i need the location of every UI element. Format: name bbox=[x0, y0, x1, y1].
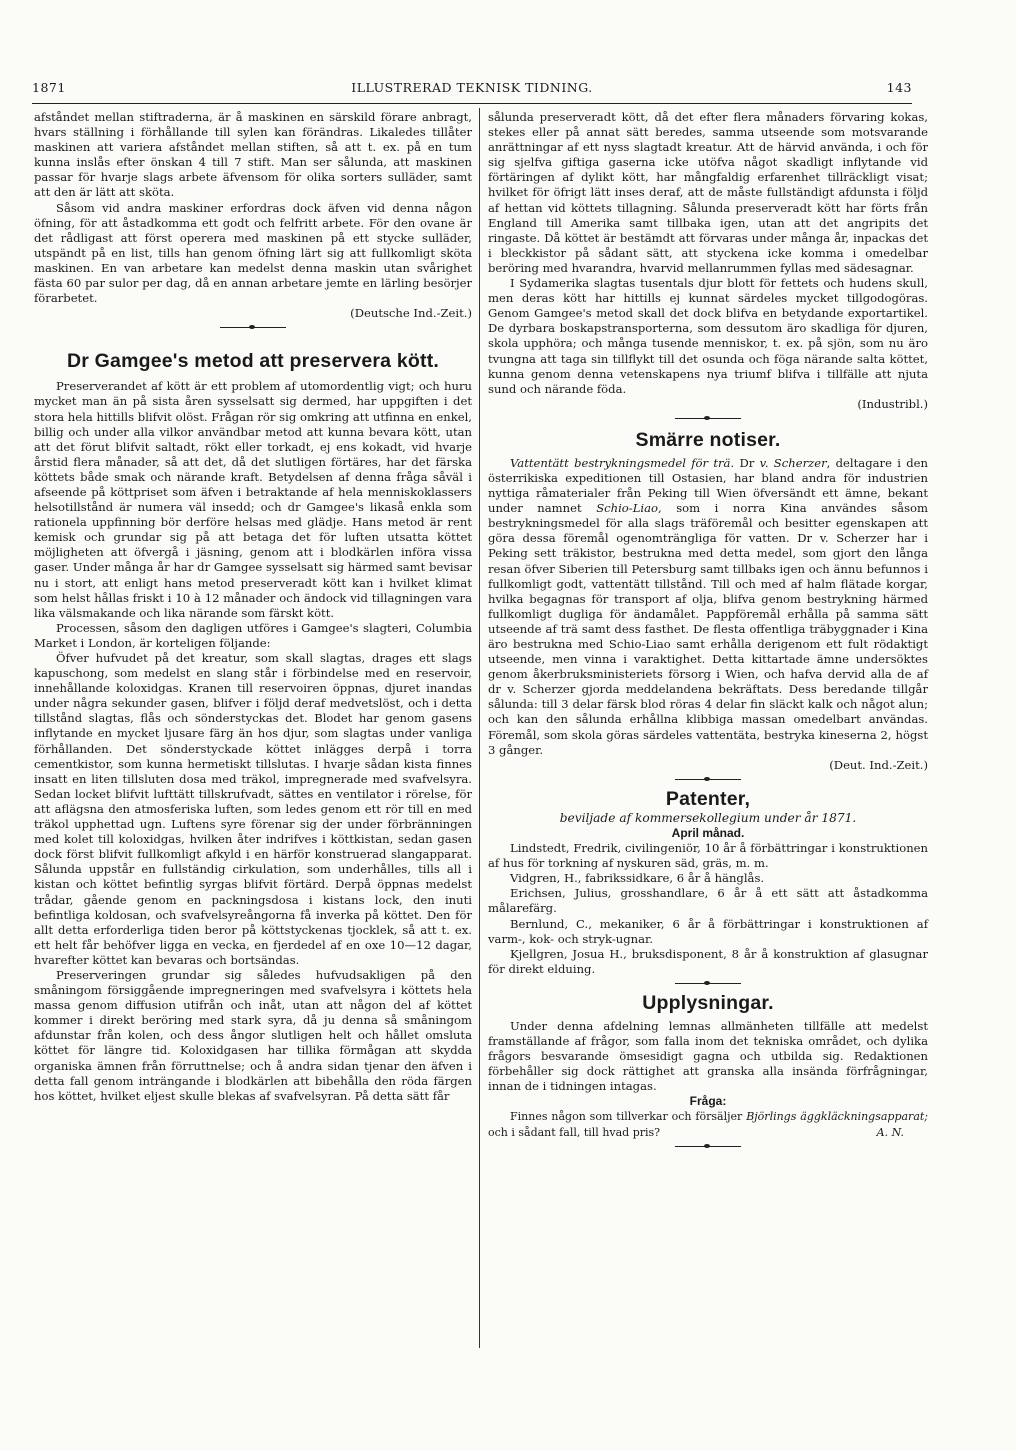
patents-subtitle: beviljade af kommersekollegium under år 1871. bbox=[559, 810, 857, 825]
information-paragraph: Under denna afdelning lemnas allmänheten tillfälle att medelst framställande af frågor, som falla inom det tekniska området, och dylika frågors besvarande ömsesidigt gagna och utbilda sig. Redaktionen förbehåller sig dock rättighet att granska alla insända förfrågningar, innan de i tidningen intagas. bbox=[488, 1018, 928, 1094]
article-paragraph: Processen, såsom den dagligen utföres i Gamgee's slagteri, Columbia Market i London, är korteligen följande: bbox=[34, 620, 472, 650]
article-title: Dr Gamgee's metod att preservera kött. bbox=[66, 350, 440, 373]
article-paragraph: Öfver hufvudet på det kreatur, som skall slagtas, drages ett slags kapuschong, som medelst en slang står i förbindelse med en reservoir, innehållande koloxidgas. Kranen till reservoiren öppnas, djuret inandas under några sekunder gasen, blifver i följd deraf medvetslöst, och i detta tillstånd slagtas, flås och sönderstyckas det. Blodet har genom gasens inflytande en mycket ljusare färg än hos djur, som slagtas under vanliga förhållanden. Det sönderstyckade köttet inlägges derpå i torra cementkistor, som kunna hermetiskt tillslutas. I hvarje sådan kista finnes insatt en liten tillsluten dosa med träkol, impregnerade med svafvelsyra. Sedan locket blifvit lufttätt tillskrufvadt, sättes en ventilator i rörelse, för att aflägsna den atmosferiska luften, som ledes genom ett rör till en med träkol upphettad ugn. Luftens syre förenar sig der under förbränningen med kolet till koloxidgas, hvilken åter indrifves i köttkistan, sedan gasen dock först blifvit fullkomligt afkyld i en härför konstruerad slangapparat. Sålunda uppstår en fullständig cirkulation, som underhålles, tills all i kistan och köttet befintlig syrgas blifvit förtärd. Derpå öppnas medelst trådar, gående genom en packningsdosa i kistans lock, den inuti befintliga koldosan, och svafvelsyreångorna få inverka på köttet. Den för allt detta erforderliga tiden beror på köttstyckenas tjocklek, så att t. ex. ett helt får behöfver ligga en vecka, en fjerdedel af en oxe 10—12 dagar, hvarefter köttet kan bevaras och bortsändas. bbox=[34, 651, 472, 967]
notice-source: (Deut. Ind.-Zeit.) bbox=[829, 757, 928, 772]
question-paragraph: Finnes någon som tillverkar och försäljer Björlings äggkläckningsapparat; och i sådant fall, till hvad pris? A. N. bbox=[488, 1110, 929, 1139]
continuation-paragraph: sålunda preserveradt kött, då det efter flera månaders förvaring kokas, stekes eller på annat sätt beredes, samma utseende som motsvarande anrättningar af ett nyss slagtadt kreatur. Att de härvid använda, i och för sig sjelfva giftiga gaserna icke utöfva något skadligt inflytande vid förtäringen af dylikt kött, har mångfaldig erfarenhet tillräckligt visat; hvilket för öfrigt lätt inses deraf, att de måste fullständigt afdunsta i följd af hettan vid köttets tillagning. Sålunda preserveradt kött har förts från England till Amerika samt tillbaka igen, utan att det angripits det ringaste. Då köttet är bestämdt att förvaras under många år, inpackas det i bleckkistor på sådant sätt, att styckena icke komma i omedelbar beröring med hvarandra, hvarvid mellanrummen fyllas med sädesagnar. bbox=[488, 110, 928, 275]
patent-entry: Kjellgren, Josua H., bruksdisponent, 8 år å konstruktion af glasugnar för direkt elduing. bbox=[488, 946, 928, 976]
continuation-source: (Industribl.) bbox=[857, 396, 928, 411]
question-signature: A. N. bbox=[876, 1125, 904, 1139]
page-number: 143 bbox=[886, 80, 912, 95]
year: 1871 bbox=[32, 80, 66, 95]
column-divider bbox=[479, 108, 480, 1348]
intro-paragraph-2: Såsom vid andra maskiner erfordras dock äfven vid denna någon öfning, för att åstadkomma ett godt och felfritt arbete. För den ovane är det rådligast att först operera med maskinen på ett stycke sulläder, utspändt på en list, tills han genom öfning lärt sig att fullkomligt sköta maskinen. En van arbetare kan medelst denna maskin utan svårighet fästa 60 par sulor per dag, då en annan arbetare jemte en lärling besörjer förarbetet. bbox=[34, 200, 472, 306]
notice-paragraph: Vattentätt bestrykningsmedel för trä. Dr v. Scherzer, deltagare i den österrikiska expeditionen till Ostasien, har bland andra för industrien nyttiga råmaterialer från Peking till Wien öfversändt ett ämne, bekant under namnet Schio-Liao, som i norra Kina användes såsom bestrykningsmedel för alla slags träföremål och besitter egenskapen att göra dessa föremål ogenomträngliga för vatten. Dr v. Scherzer har i Peking sett träkistor, bestrukna med detta medel, som gjort den långa resan öfver Siberien till Petersburg samt tillbaks igen och ännu befunnos i fullkomligt godt, vattentätt tillstånd. Till och med af halm flätade korgar, hvilka begagnas för transport af olja, blifva genom bestrykning härmed fullkomligt dugliga för ändamålet. Pappföremål erhålla på samma sätt utseende af trä samt dess fasthet. De flesta offentliga träbyggnader i Kina äro bestrukna med Schio-Liao samt erhålla derigenom ett fult rödaktigt utseende, men vinna i varaktighet. Detta kittartade ämne undersöktes genom åkerbruksministeriets försorg i Wien, och hafva dervid alla de af dr v. Scherzer gjorda meddelandena bekräftats. Dess beredande tillgår sålunda: till 3 delar färsk blod röras 4 delar fin släckt kalk och något alun; och kan den sålunda erhållna klibbiga massan omedelbart användas. Föremål, som skola göras särdeles vattentäta, bestryka kineserna 2, högst 3 gånger. bbox=[488, 455, 929, 757]
section-divider bbox=[675, 775, 741, 783]
patent-entry: Erichsen, Julius, grosshandlare, 6 år å ett sätt att åstadkomma målarefärg. bbox=[488, 886, 928, 916]
notice-lead: Vattentätt bestrykningsmedel för trä. bbox=[510, 455, 735, 470]
journal-title: ILLUSTRERAD TEKNISK TIDNING. bbox=[351, 80, 593, 95]
header-rule bbox=[32, 103, 912, 104]
notices-title: Smärre notiser. bbox=[635, 428, 781, 451]
intro-source: (Deutsche Ind.-Zeit.) bbox=[350, 306, 472, 321]
left-column bbox=[34, 110, 472, 1104]
article-paragraph: Preserverandet af kött är ett problem af utomordentlig vigt; och huru mycket man än på sista åren sysselsatt sig dermed, har uppgiften i det stora hela hittills blifvit olöst. Frågan rör sig omkring att utfinna en enkel, billig och under alla vilkor användbar metod att kunna bevara kött, utan att det förut blifvit saltadt, rökt eller torkadt, ej ens kokadt, vid hvarje årstid flera månader, så att det, då det slutligen förtäres, har det färska köttets både smak och närande kraft. Betydelsen af denna fråga såväl i afseende på köttpriset som äfven i betraktande af hela menniskoklassers helsotillstånd är numera väl insedd; och dr Gamgee's likaså enkla som rationela uppfinning bör derföre helsas med glädje. Hans metod är rent kemisk och grundar sig på att betaga det för luften utsatta köttet möjligheten att öfvergå i jäsning, genom att i blodkärlen införa vissa gaser. Under många år har dr Gamgee sysselsatt sig härmed samt bevisar nu i stort, att enligt hans metod preserveradt kött kan i hvilket klimat som helst hållas friskt i 10 à 12 månader och ändock vid tillagningen vara lika välsmakande och lika närande som färskt kött. bbox=[34, 379, 472, 620]
patent-entry: Vidgren, H., fabrikssidkare, 6 år å hänglås. bbox=[510, 871, 765, 886]
section-divider bbox=[220, 323, 286, 331]
patent-entry: Lindstedt, Fredrik, civilingeniör, 10 år å förbättringar i konstruktionen af hus för torkning af nyskuren säd, gräs, m. m. bbox=[488, 841, 928, 871]
section-divider bbox=[675, 979, 741, 987]
running-head bbox=[32, 80, 912, 96]
section-divider bbox=[675, 414, 741, 422]
right-column bbox=[488, 110, 928, 1154]
continuation-paragraph: I Sydamerika slagtas tusentals djur blott för fettets och hudens skull, men deras kött har hittills ej kunnat särdeles mycket tillgodogöras. Genom Gamgee's metod skall det dock blifva en betydande exportartikel. De dyrbara boskapstransporterna, som dessutom äro skadliga för djuren, skola upphöra; och många tusende menniskor, t. ex. på sjön, som nu äro tvungna att taga sin tillflykt till det osunda och föga närande salta köttet, kunna genom denna vetenskapens nya triumf blifva i tillfälle att njuta sund och närande föda. bbox=[488, 276, 928, 396]
question-heading: Fråga: bbox=[689, 1094, 727, 1109]
information-title: Upplysningar. bbox=[642, 991, 774, 1014]
patent-entry: Bernlund, C., mekaniker, 6 år å förbättringar i konstruktionen af varm-, kok- och stryk-ugnar. bbox=[488, 916, 928, 946]
intro-paragraph: afståndet mellan stiftraderna, är å maskinen en särskild förare anbragt, hvars ställning i förhållande till sylen kan förändras. Likaledes tillåter maskinen att variera afståndet mellan stiften, så att t. ex. på en tum kunna inslås efter önskan 4 till 7 stift. Man ser sålunda, att maskinen passar för hvarje slags arbete äfvensom för olika sorters sulläder, samt att den är lätt att sköta. bbox=[34, 110, 472, 200]
patents-title: Patenter, bbox=[665, 787, 751, 810]
patents-month: April månad. bbox=[671, 825, 745, 840]
section-divider bbox=[675, 1142, 741, 1150]
article-paragraph: Preserveringen grundar sig således hufvudsakligen på den småningom försiggående impregneringen med svafvelsyra i köttets hela massa genom diffusion utifrån och inåt, utan att någon del af köttet kommer i direkt beröring med stark syra, då ju denna så småningom afdunstar från kolen, och dess ångor slutligen helt och hållet omsluta köttet för längre tid. Koloxidgasen har tillika förmågan att skydda organiska ämnen från förruttnelse; och å andra sidan tjenar den äfven i detta fall genom inträngande i blodkärlen att bibehålla den röda färgen hos köttet, hvilket eljest skulle blekas af svafvelsyran. På detta sätt får bbox=[34, 967, 472, 1103]
